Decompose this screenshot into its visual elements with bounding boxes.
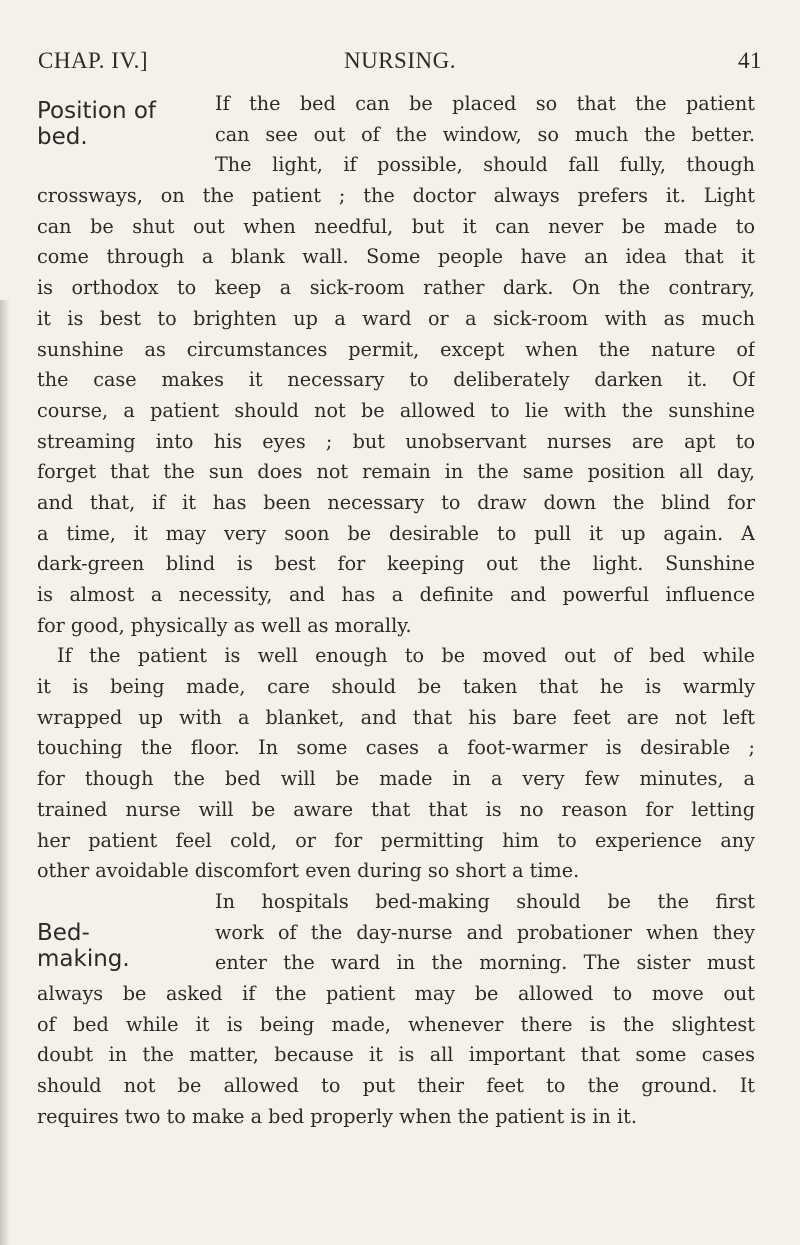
text-line: of bed while it is being made, whenever there is the slightest: [37, 1012, 755, 1036]
sidenote-line: Position of: [37, 98, 157, 124]
text-line: the case makes it necessary to deliberately darken it. Of: [37, 368, 755, 392]
sidenote-line: making.: [37, 946, 130, 972]
text-line: If the bed can be placed so that the patient: [215, 92, 755, 115]
text-line: streaming into his eyes ; but unobservant nurses are apt to: [37, 429, 755, 453]
text-line: for good, physically as well as morally.: [37, 613, 412, 637]
sidenote-line: Bed-: [37, 920, 90, 946]
text-line: enter the ward in the morning. The sister must: [215, 951, 755, 975]
text-line: trained nurse will be aware that that is no reason for letting: [37, 797, 755, 821]
text-line: The light, if possible, should fall fully, though: [215, 153, 755, 177]
text-line: a time, it may very soon be desirable to pull it up again. A: [37, 521, 755, 545]
text-line: is almost a necessity, and has a definite and powerful influence: [37, 583, 755, 606]
text-line: In hospitals bed-making should be the first: [215, 889, 755, 913]
text-line: is orthodox to keep a sick-room rather dark. On the contrary,: [37, 276, 755, 300]
text-line: dark-green blind is best for keeping out the light. Sunshine: [37, 552, 755, 576]
text-line: doubt in the matter, because it is all important that some cases: [37, 1043, 755, 1067]
page-edge-shadow: [0, 300, 10, 1245]
text-line: come through a blank wall. Some people have an idea that it: [37, 245, 755, 269]
text-line: it is being made, care should be taken that he is warmly: [37, 675, 755, 699]
text-line: it is best to brighten up a ward or a sick-room with as much: [37, 306, 755, 330]
text-line: her patient feel cold, or for permitting him to experience any: [37, 828, 755, 852]
text-line: for though the bed will be made in a very few minutes, a: [37, 767, 755, 791]
text-line: work of the day-nurse and probationer when they: [215, 920, 755, 944]
running-title: NURSING.: [344, 48, 456, 73]
text-line: crossways, on the patient ; the doctor always prefers it. Light: [37, 184, 755, 208]
chapter-label: CHAP. IV.]: [38, 48, 149, 73]
text-line: can see out of the window, so much the better.: [215, 122, 755, 146]
text-line: forget that the sun does not remain in the same position all day,: [37, 460, 755, 484]
text-line: and that, if it has been necessary to draw down the blind for: [37, 490, 755, 514]
text-line: other avoidable discomfort even during so short a time.: [37, 859, 580, 883]
text-line: touching the floor. In some cases a foot-warmer is desirable ;: [37, 736, 755, 760]
paragraph-position-of-bed: [37, 89, 755, 1132]
text-line: requires two to make a bed properly when the patient is in it.: [37, 1104, 637, 1128]
text-line: If the patient is well enough to be moved out of bed while: [57, 644, 755, 668]
text-line: sunshine as circumstances permit, except when the nature of: [37, 337, 755, 361]
page-number: 41: [738, 48, 762, 73]
sidenote-line: bed.: [37, 124, 88, 150]
text-line: should not be allowed to put their feet to the ground. It: [37, 1074, 755, 1097]
text-line: wrapped up with a blanket, and that his bare feet are not left: [37, 705, 755, 729]
text-line: always be asked if the patient may be allowed to move out: [37, 981, 755, 1005]
text-line: course, a patient should not be allowed to lie with the sunshine: [37, 398, 755, 422]
running-header: [38, 48, 762, 80]
text-line: can be shut out when needful, but it can never be made to: [37, 214, 755, 238]
